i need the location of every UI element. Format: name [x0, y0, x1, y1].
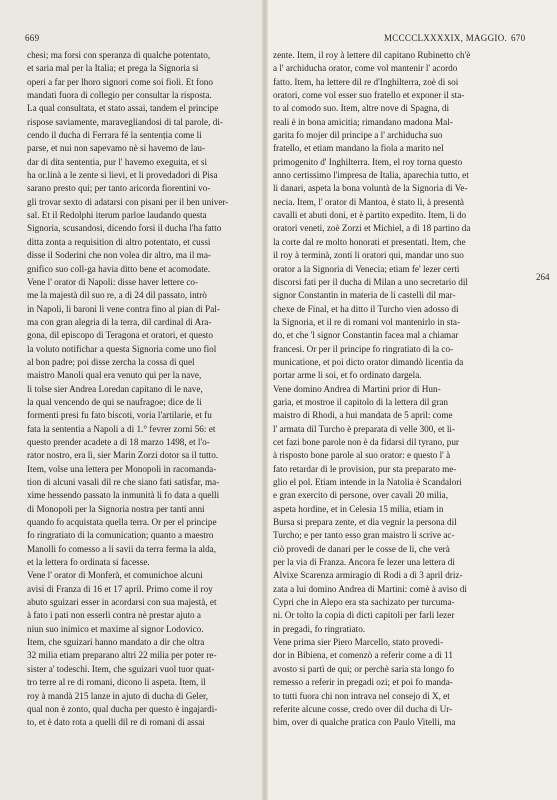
text-line: oratori veneti, zoè Zorzi et Michiel, a dì 18 partino da	[273, 223, 471, 234]
text-line: sarano presto qui; per tanto aricorda fiorentini vo-	[27, 183, 211, 194]
text-line: zata a lui domino Andrea di Martini: comè à aviso di	[273, 583, 467, 594]
text-line: in pregadi, fo ringratiato.	[273, 623, 366, 634]
text-line: à fato i pati non esserli contra nè prestar ajuto a	[27, 610, 201, 621]
text-line: Vene l' orator di Napoli: disse haver lettere co-	[27, 276, 199, 287]
text-line: cendo il ducha di Ferrara fé la sentenția come li	[27, 130, 202, 141]
text-line: fo ringratiato di la comunication; quanto a maestro	[27, 530, 214, 541]
text-line: do, et che 'l signor Constantin facea mal a chiamar	[273, 330, 459, 341]
text-line: la voluto notifichar a questa Signoria come uno fiol	[27, 343, 217, 354]
text-line: aspeta hordine, et in Celesia 15 milia, etiam in	[273, 503, 444, 514]
text-line: signor Constantin in materia de li castelli dil mar-	[273, 290, 456, 301]
text-line: xime hessendo passato la inmunità li fo data a quelli	[27, 490, 220, 501]
left-page-number: 669	[25, 33, 40, 43]
text-line: tion di alcuni vasali dil re che siano fati satisfar, ma-	[27, 477, 220, 487]
text-line: a l' archiducha orator, come vol mantenir l' acordo	[273, 63, 458, 74]
text-line: fatto. Item, ha lettere dil re d'Inghilterra, zoè di soi	[273, 76, 459, 87]
text-line: gona, dil episcopo di Teragona et oratori, et questo	[27, 330, 213, 341]
text-line: fato retardar di le provision, pur sta preparato me-	[273, 463, 457, 474]
text-line: gli trovar sexto di adatarsi con pisani per il ben univer-	[27, 196, 229, 207]
text-line: operi a far per lhoro signori come soi fioli. Et fono	[27, 76, 213, 87]
text-line: la qual vencendo de qui se naufragoe; dice de li	[27, 396, 202, 407]
text-line: ni. Or tolto la copia di dicti capitoli per farli lezer	[273, 610, 455, 621]
text-line: parse, et nui non sapevamo nè si havemo de lau-	[27, 143, 206, 154]
text-line: to al comodo suo. Item, altre nove di Spagna, di	[273, 103, 450, 114]
text-line: portar arme li soi, et fo ordinato dargela.	[273, 370, 422, 381]
text-line: garita fo mojer dil principe a l' archiducha suo	[273, 130, 443, 141]
text-line: Item, volse una lettera per Monopoli in racomanda-	[27, 463, 217, 474]
text-line: to, et è dato rota a quelli dil re di romani di assai	[27, 717, 205, 728]
text-line: ma con gran alegria di la terra, dil cardinal di Ara-	[27, 316, 212, 327]
text-line: orator a la Signoria di Venecia; etiam fe' lezer certi	[273, 263, 460, 274]
text-line: à risposto bone parole al suo orator: e questo l' à	[273, 450, 451, 461]
text-line: Vene l' orator di Monferà, et comunichoe alcuni	[27, 570, 203, 581]
text-line: cet fazi bone parole non è da fidarsi dil tyrano, pur	[273, 436, 459, 447]
text-line: reali è in bona amicitia; rimandano madona Mal-	[273, 116, 453, 127]
text-line: chesi; ma forsi con speranza di qualche potentato,	[27, 50, 211, 60]
text-line: per la via di Franza. Ancora fe lezer una lettera di	[273, 557, 455, 568]
text-line: e gran exercito di persone, over cavali 20 milia,	[273, 490, 449, 501]
text-line: ha or.linà a le zente si lievi, et li provedadori di Pisa	[27, 170, 218, 181]
text-line: l' armata dil Turcho è preparata di velle 300, et li-	[273, 423, 456, 434]
text-line: fratello, et etiam mandano la fiola a marito nel	[273, 143, 444, 154]
running-title: MCCCCLXXXXIX, MAGGIO.	[384, 33, 508, 43]
text-line: il roy à terminà, zonti li oratori qui, mandar uno suo	[273, 250, 464, 261]
text-line: to tutti fuora chi non intrava nel consejo di X, et	[273, 690, 450, 701]
text-line: dar di dita sententia, pur l' havemo exeguita, et si	[27, 156, 207, 167]
left-text-column	[27, 49, 259, 730]
text-line: sister a' todeschi. Item, che sguizari vuol tuor quat-	[27, 663, 215, 674]
text-line: et la lettera fo ordinata si facesse.	[27, 557, 150, 568]
text-line: cavalli et abuti doni, et è partito expedito. Item, li do	[273, 210, 467, 221]
text-line: municatione, et poi dicto orator dimandò licentia da	[273, 356, 464, 367]
text-line: oratori, come vol esser suo fratello et exponer il sta-	[273, 90, 465, 101]
text-line: questo prender acadete a dì 18 marzo 1498, et l'o-	[27, 436, 210, 447]
text-line: discorsi fati per il ducha di Milan a uno secretario dil	[273, 276, 468, 287]
text-line: Manolli fo comesso a li savii da terra ferma la alda,	[27, 543, 217, 554]
text-line: li danari, aspeta la bona voluntà de la Signoria di Ve-	[273, 183, 468, 194]
text-line: Turcho; e per tanto esso gran maistro li scrive ac-	[273, 530, 455, 541]
text-line: La qual consultata, et stato assai, tandem el principe	[27, 103, 219, 114]
text-line: abuto sguizari esser in acordarsi con sua majestà, et	[27, 597, 217, 608]
text-line: glio el pol. Etiam intende in la Natolia è Scandalori	[273, 477, 462, 487]
text-line: ciò provedi de danari per le cosse de li, che verà	[273, 543, 450, 554]
text-line: dor in Bibiena, et comenzò a referir come a dì 11	[273, 650, 454, 661]
text-line: garia, et mostroe il capitolo di la lettera dil gran	[273, 396, 449, 407]
text-line: Vene prima sier Piero Marcello, stato provedi-	[273, 637, 444, 648]
text-line: formenti presi fu fato biscoti, voria l'artilarie, et fu	[27, 410, 212, 421]
text-line: tro terre al re di romani, dicono li aspeta. Item, il	[27, 677, 206, 688]
text-line: rator nostro, era lì, sier Marin Zorzi dotor sa il tutto.	[27, 450, 219, 461]
text-line: disse il Soderini che non volea dir altro, ma il ma-	[27, 250, 211, 261]
text-line: niun suo inimico et maxime al signor Lodovico.	[27, 623, 204, 634]
text-line: chexe de Final, et ha ditto il Turcho vien adosso di	[273, 303, 459, 314]
text-line: qual non è zonto, qual ducha per questo è ingajardi-	[27, 703, 218, 714]
right-text-column	[273, 49, 535, 730]
text-line: rispose saviamente, maravegliandosi di tal parole, di-	[27, 116, 223, 127]
text-line: referite alcune cosse, credo over dil ducha di Ur-	[273, 703, 453, 714]
text-line: la Signoria, et il re di romani vol mantenirlo in sta-	[273, 316, 461, 327]
text-line: Vene domino Andrea di Martini prior di Hun-	[273, 383, 441, 394]
text-line: me la majestà dil suo re, a dì 24 dil passato, intrò	[27, 290, 207, 301]
text-line: ditta zonta a requisition di altro potentato, et cussì	[27, 236, 211, 247]
text-line: la corte dal re molto honorati et presentati. Item, che	[273, 236, 466, 247]
text-line: primogenito d' Inghilterra. Item, el roy torna questo	[273, 156, 463, 167]
text-line: quando fo acquistata quella terra. Or per el principe	[27, 517, 217, 528]
text-line: sal. Et il Redolphi iterum parloe laudando questa	[27, 210, 207, 221]
text-line: fata la sententia a Napoli a dì 1.° fevrer zorni 56: et	[27, 423, 216, 434]
text-line: Bursa si prepara zente, et dia vegnir la persona dil	[273, 517, 457, 528]
right-page-number: 670	[511, 33, 526, 43]
text-line: li tolse sier Andrea Loredan capitano di le nave,	[27, 383, 203, 394]
text-line: avosto si partì de qui; or perchè saria sta longo fo	[273, 663, 455, 674]
text-line: necia. Item, l' orator di Mantoa, è stato lì, à presentà	[273, 196, 464, 207]
text-line: Signoria, scusandosi, dicendo forsi il ducha l'ha fatto	[27, 223, 222, 234]
text-line: al bon padre; poi disse zercha la cossa di quel	[27, 356, 195, 367]
text-line: Alvixe Scarenza armiragio di Rodi a dì 3 april driz-	[273, 570, 463, 581]
text-line: maistro Manoli qual era venuto qui per la nave,	[27, 370, 202, 381]
text-line: gnifico suo coll-ga havia ditto bene et acomodate.	[27, 263, 211, 274]
text-line: roy à mandà 215 lanze in ajuto di ducha di Geler,	[27, 690, 209, 701]
page-gutter	[262, 0, 268, 800]
margin-note: 264	[536, 272, 550, 282]
text-line: Cypri che in Alepo era sta sachizato per turcuma-	[273, 597, 455, 608]
text-line: et saria mal per la Italia; et prega la Signoria si	[27, 63, 199, 74]
text-line: Item, che sguizari hanno mandato a dir che oltra	[27, 637, 205, 648]
text-line: maistro di Rhodi, a hui mandata de 5 april: come	[273, 410, 453, 421]
text-line: zente. Item, il roy à lettere dil capitano Rubinetto ch'è	[273, 50, 471, 60]
text-line: in Napoli, li baroni li vene contra fino al pian di Pal-	[27, 303, 220, 314]
text-line: mandati fuora di collegio per consultar la risposta.	[27, 90, 212, 101]
text-line: di Monopoli per la Signoria nostra per tanti anni	[27, 503, 205, 514]
text-line: avisi di Franza di 16 et 17 april. Primo come il roy	[27, 583, 213, 594]
text-line: anno certissimo l'impresa de Italia, aparechia tutto, et	[273, 170, 469, 181]
text-line: 32 milia etiam preparano altri 22 milia per poter re-	[27, 650, 217, 661]
text-line: bim, over di qualche pratica con Paulo Vitelli, ma	[273, 717, 456, 728]
text-line: remesso a referir in pregadi ozi; et poi fo manda-	[273, 677, 453, 688]
text-line: francesi. Or per il principe fo ringratiato di la co-	[273, 343, 454, 354]
